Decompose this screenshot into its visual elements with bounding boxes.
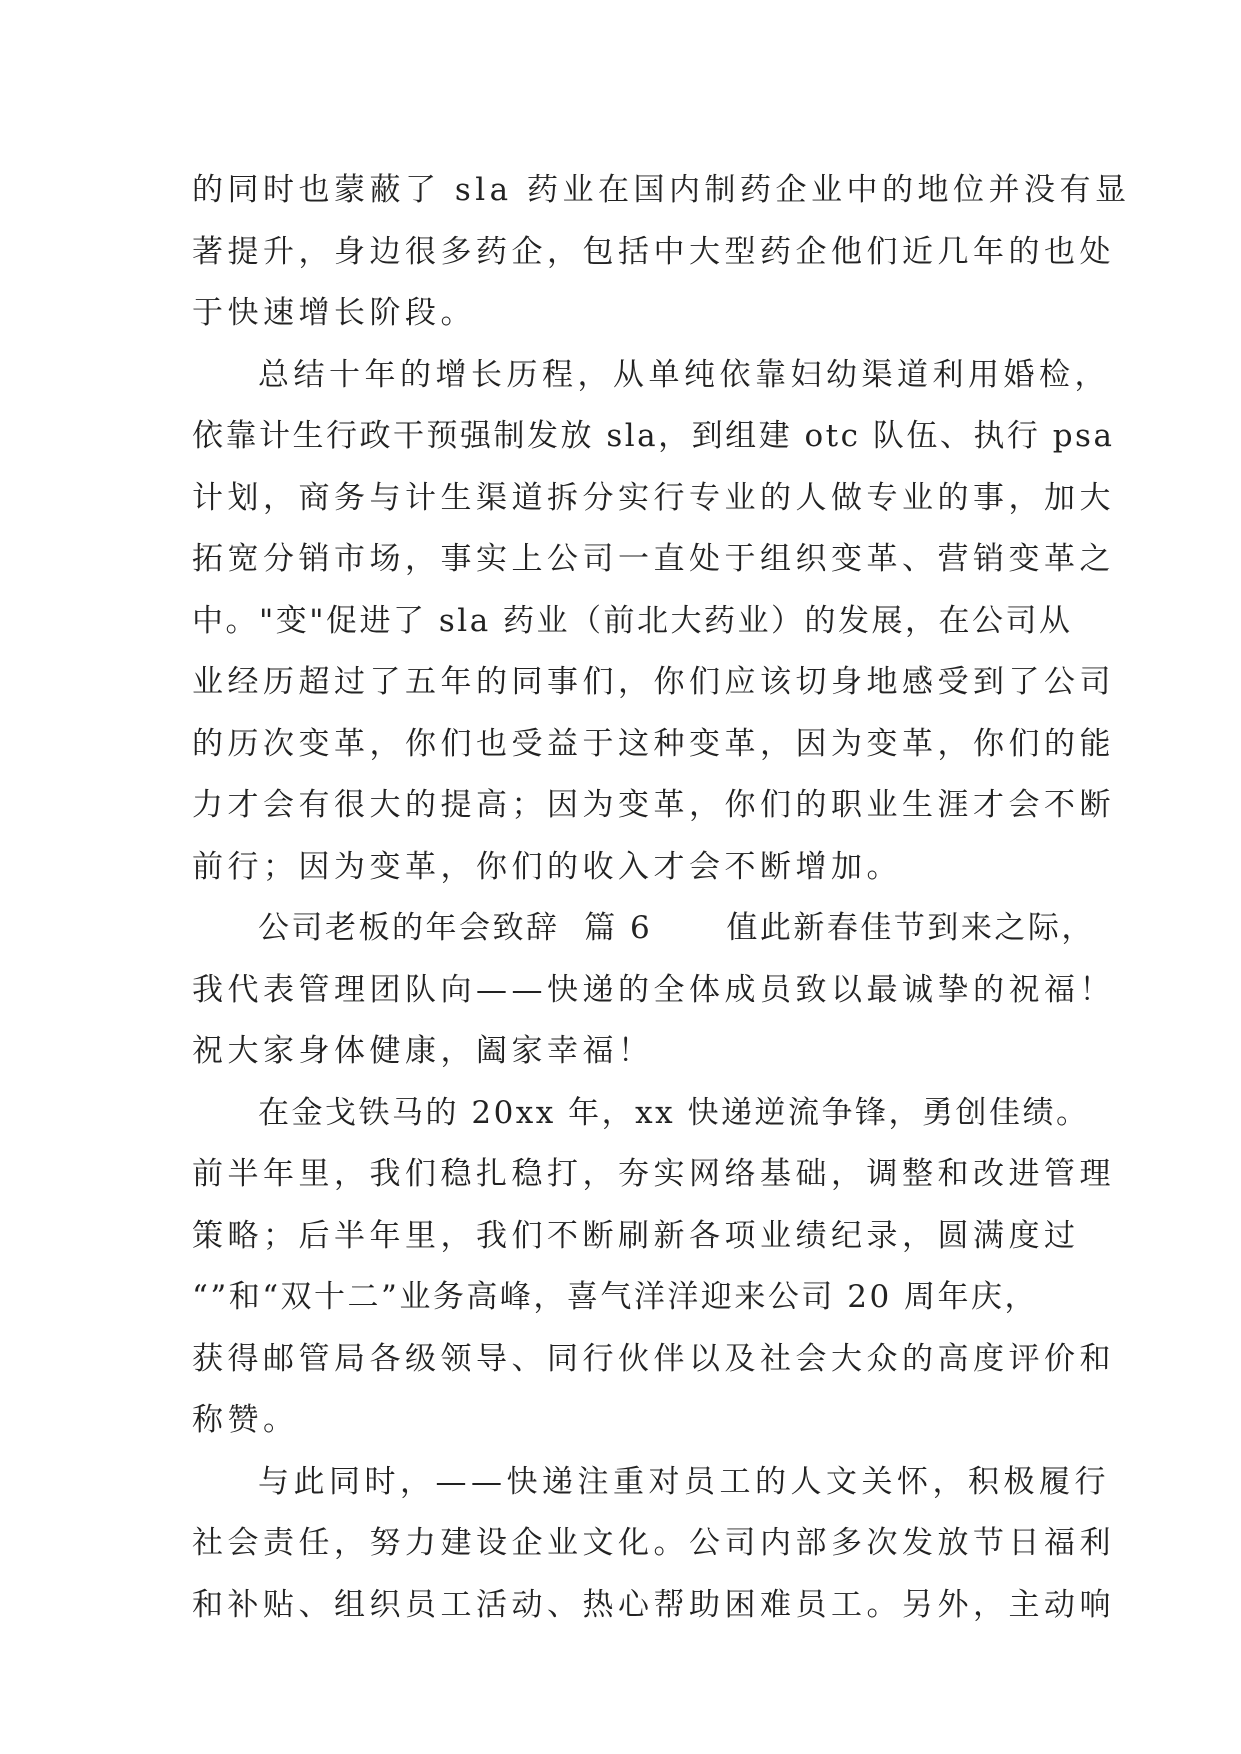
paragraph-4 [192,1083,1115,1452]
paragraph-line: “”和“双十二”业务高峰，喜气洋洋迎来公司 20 周年庆， [192,1279,1039,1315]
paragraph-5 [192,1452,1115,1637]
paragraph-line: 的同时也蒙蔽了 sla 药业在国内制药企业中的地位并没有显 [192,172,1131,208]
paragraph-1 [192,160,1131,345]
paragraph-line: 著提升，身边很多药企，包括中大型药企他们近几年的也处 [192,233,1115,270]
document-body [192,160,1131,1636]
paragraph-line: 中。"变"促进了 sla 药业（前北大药业）的发展，在公司从 [192,602,1073,639]
paragraph-line: 业经历超过了五年的同事们，你们应该切身地感受到了公司 [192,664,1115,700]
paragraph-3 [192,898,1115,1083]
paragraph-line: 总结十年的增长历程，从单纯依靠妇幼渠道利用婚检， [258,356,1110,393]
paragraph-line: 前半年里，我们稳扎稳打，夯实网络基础，调整和改进管理 [192,1156,1115,1192]
paragraph-line: 前行；因为变革，你们的收入才会不断增加。 [192,848,902,885]
paragraph-line: 的历次变革，你们也受益于这种变革，因为变革，你们的能 [192,725,1115,762]
paragraph-line: 于快速增长阶段。 [192,295,476,331]
paragraph-line: 社会责任，努力建设企业文化。公司内部多次发放节日福利 [192,1525,1115,1561]
paragraph-line: 公司老板的年会致辞 篇 6 值此新春佳节到来之际， [258,910,1095,946]
paragraph-line: 我代表管理团队向——快递的全体成员致以最诚挚的祝福！ [192,971,1115,1008]
paragraph-line: 与此同时，——快递注重对员工的人文关怀，积极履行 [258,1463,1110,1500]
paragraph-line: 祝大家身体健康，阖家幸福！ [192,1033,654,1069]
paragraph-line: 策略；后半年里，我们不断刷新各项业绩纪录，圆满度过 [192,1217,1080,1254]
paragraph-line: 依靠计生行政干预强制发放 sla，到组建 otc 队伍、执行 psa [192,418,1115,454]
paragraph-line: 称赞。 [192,1402,299,1438]
paragraph-line: 和补贴、组织员工活动、热心帮助困难员工。另外，主动响 [192,1586,1115,1623]
paragraph-line: 在金戈铁马的 20xx 年，xx 快递逆流争锋，勇创佳绩。 [258,1094,1090,1131]
paragraph-line: 力才会有很大的提高；因为变革，你们的职业生涯才会不断 [192,787,1115,823]
paragraph-line: 拓宽分销市场，事实上公司一直处于组织变革、营销变革之 [192,541,1115,577]
paragraph-2 [192,345,1115,899]
paragraph-line: 获得邮管局各级领导、同行伙伴以及社会大众的高度评价和 [192,1340,1115,1377]
paragraph-line: 计划，商务与计生渠道拆分实行专业的人做专业的事，加大 [192,479,1115,516]
